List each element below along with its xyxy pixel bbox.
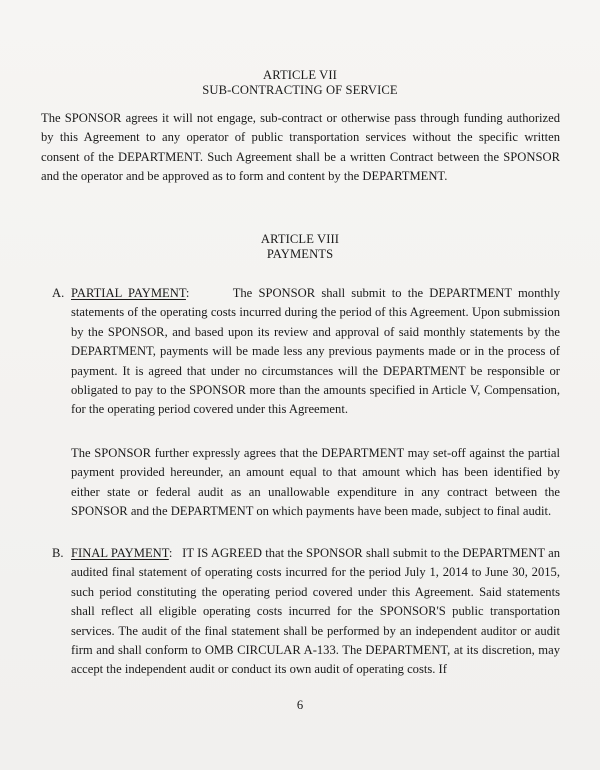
article-7-body: The SPONSOR agrees it will not engage, sub-contract or otherwise pass through funding authorized by this Agreement to any operator of public transportation services without the specific written consent of the DEPARTMENT. Such Agreement shall be a written Contract between the SPONSOR and the operator and be approved as to form and content by the DEPARTMENT. bbox=[41, 111, 560, 184]
final-payment-text: IT IS AGREED that the SPONSOR shall submit to the DEPARTMENT an audited final statement of operating costs incurred for the period July 1, 2014 to June 30, 2015, such period constituting the operating period covered under this Agreement. Said statements shall reflect all eligible operating costs incurred for the SPONSOR'S public transportation services. The audit of the final statement shall be performed by an independent auditor or audit firm and shall conform to OMB CIRCULAR A-133. The DEPARTMENT, at its discretion, may accept the independent audit or conduct its own audit of operating costs. If bbox=[71, 546, 560, 677]
item-a-letter: A. bbox=[52, 286, 65, 300]
page-number: 6 bbox=[296, 698, 304, 712]
article-8-number: ARTICLE VIII bbox=[260, 232, 340, 246]
partial-payment-text: The SPONSOR shall submit to the DEPARTMENT monthly statements of the operating costs incurred during the period of this Agreement. Upon submission by the SPONSOR, and based upon its review and approval of said monthly statements by the DEPARTMENT, payments will be made less any previous payments made or in the process of payment. It is agreed that under no circumstances will the DEPARTMENT be responsible or obligated to pay to the SPONSOR more than the amounts specified in Article V, Compensation, for the operating period covered under this Agreement. bbox=[71, 286, 560, 417]
article-8-title: PAYMENTS bbox=[266, 247, 334, 261]
final-payment-paragraph bbox=[71, 544, 560, 680]
partial-payment-heading: PARTIAL PAYMENT bbox=[71, 286, 186, 300]
partial-payment-heading-colon: : bbox=[185, 286, 190, 300]
partial-payment-setoff-paragraph: The SPONSOR further expressly agrees that the DEPARTMENT may set-off against the partial payment provided hereunder, an amount equal to that amount which has been identified by either state or federal audit as an unallowable expenditure in any contract between the SPONSOR and the DEPARTMENT on which payments have been made, subject to final audit. bbox=[71, 446, 560, 519]
final-payment-heading-colon: : bbox=[168, 546, 173, 560]
final-payment-heading: FINAL PAYMENT bbox=[71, 546, 169, 560]
article-7-number: ARTICLE VII bbox=[263, 68, 337, 82]
article-7-title: SUB-CONTRACTING OF SERVICE bbox=[202, 83, 398, 97]
item-b-letter: B. bbox=[52, 546, 64, 560]
partial-payment-paragraph bbox=[71, 284, 560, 420]
